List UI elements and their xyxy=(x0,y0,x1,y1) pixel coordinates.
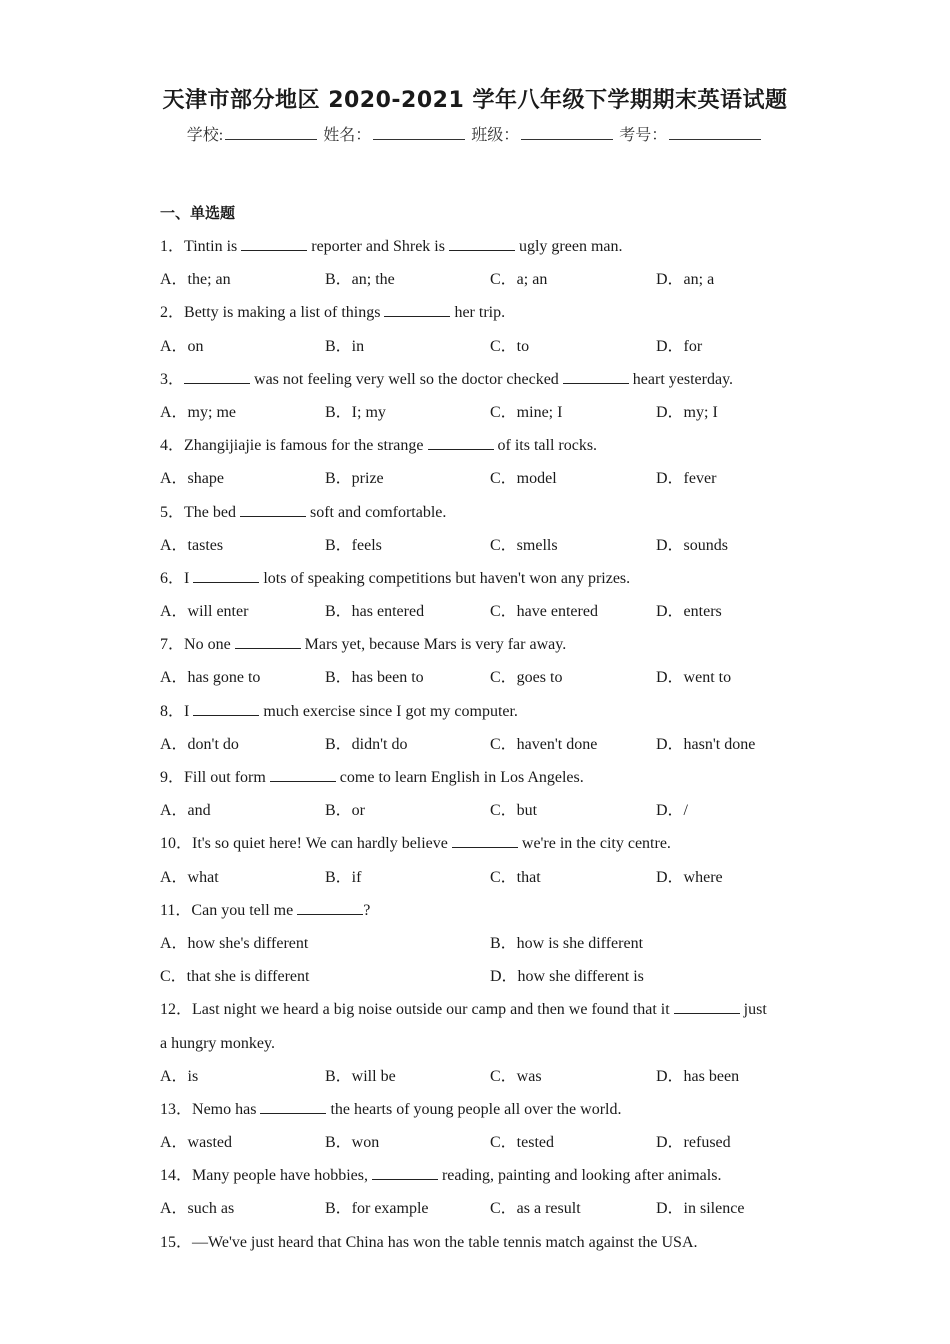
question-number: 6． xyxy=(160,569,185,587)
class-label: 班级： xyxy=(471,127,520,144)
answer-option[interactable]: A．shape xyxy=(160,470,224,488)
answer-option[interactable]: B．prize xyxy=(325,470,384,488)
option-row xyxy=(160,529,800,562)
question-text: come to learn English in Los Angeles. xyxy=(335,769,584,786)
answer-option[interactable]: D．in silence xyxy=(656,1200,745,1218)
question-stem xyxy=(160,993,800,1026)
answer-option[interactable]: A．tastes xyxy=(160,536,224,554)
answer-option[interactable]: A．such as xyxy=(160,1200,235,1218)
answer-blank[interactable] xyxy=(563,367,629,384)
question-number: 7． xyxy=(160,636,185,654)
question-number: 3． xyxy=(160,370,185,388)
answer-blank[interactable] xyxy=(372,1163,438,1180)
school-blank[interactable] xyxy=(225,125,317,140)
answer-option[interactable]: C．mine; I xyxy=(490,403,563,421)
answer-option[interactable]: A．is xyxy=(160,1067,199,1085)
answer-blank[interactable] xyxy=(240,500,306,517)
question-text: lots of speaking competitions but haven't won any prizes. xyxy=(259,569,631,587)
name-label: 姓名： xyxy=(323,127,372,144)
answer-option[interactable]: D．my; I xyxy=(656,403,718,421)
class-blank[interactable] xyxy=(521,125,613,140)
answer-option[interactable]: D．sounds xyxy=(656,536,729,554)
question-text: much exercise since I got my computer. xyxy=(259,702,518,720)
question-text: Mars yet, because Mars is very far away. xyxy=(300,636,567,654)
answer-option[interactable]: A．on xyxy=(160,337,204,355)
option-row xyxy=(160,794,800,827)
answer-option[interactable]: C．tested xyxy=(490,1134,554,1152)
answer-option[interactable]: C．that she is different xyxy=(160,968,310,986)
question-stem xyxy=(160,296,800,329)
answer-blank[interactable] xyxy=(297,898,363,915)
answer-option[interactable]: B．in xyxy=(325,337,365,355)
option-row xyxy=(160,595,800,628)
answer-blank[interactable] xyxy=(260,1097,326,1114)
question-continuation: a hungry monkey. xyxy=(160,1034,275,1052)
answer-option[interactable]: D．an; a xyxy=(656,271,715,289)
answer-option[interactable]: C．a; an xyxy=(490,271,548,289)
question-text: was not feeling very well so the doctor checked xyxy=(250,370,563,388)
answer-option[interactable]: C．haven't done xyxy=(490,735,598,753)
answer-option[interactable]: D．went to xyxy=(656,669,732,687)
answer-blank[interactable] xyxy=(241,234,307,251)
question-stem xyxy=(160,429,800,462)
question-number: 10． xyxy=(160,835,193,853)
question-stem xyxy=(160,1226,800,1259)
answer-option[interactable]: C．goes to xyxy=(490,669,563,687)
answer-blank[interactable] xyxy=(193,566,259,583)
question-text: her trip. xyxy=(450,304,506,322)
question-number: 8． xyxy=(160,702,185,720)
answer-blank[interactable] xyxy=(674,997,740,1014)
answer-option[interactable]: B．for example xyxy=(325,1200,429,1218)
question-list xyxy=(160,230,800,1259)
option-row xyxy=(160,1126,800,1159)
exam-title: 天津市部分地区 2020-2021 学年八年级下学期期末英语试题 xyxy=(162,88,788,113)
question-stem xyxy=(160,628,800,661)
answer-option[interactable]: C．but xyxy=(490,802,538,820)
answer-option[interactable]: C．have entered xyxy=(490,603,598,621)
question-text: Fill out form xyxy=(184,769,270,786)
question-text: —We've just heard that China has won the table tennis match against the USA. xyxy=(192,1233,698,1251)
answer-blank[interactable] xyxy=(184,367,250,384)
option-row xyxy=(160,330,800,363)
question-stem xyxy=(160,695,800,728)
option-row xyxy=(160,462,800,495)
answer-option[interactable]: B．if xyxy=(325,868,362,886)
answer-option[interactable]: B．won xyxy=(325,1134,380,1152)
answer-option[interactable]: B．has entered xyxy=(325,603,425,621)
answer-blank[interactable] xyxy=(449,234,515,251)
answer-option[interactable]: D．where xyxy=(656,868,723,886)
answer-option[interactable]: A．my; me xyxy=(160,403,236,421)
question-number: 4． xyxy=(160,437,185,455)
section-title: 一、单选题 xyxy=(160,204,236,222)
question-text: Betty is making a list of things xyxy=(184,304,385,322)
question-number: 2． xyxy=(160,304,185,322)
question-text: I xyxy=(184,569,194,587)
option-row xyxy=(160,861,800,894)
question-text: we're in the city centre. xyxy=(517,835,671,853)
question-text: heart yesterday. xyxy=(628,370,734,388)
option-row xyxy=(160,728,800,761)
answer-option[interactable]: D．enters xyxy=(656,603,722,621)
answer-option[interactable]: D．refused xyxy=(656,1134,731,1152)
answer-blank[interactable] xyxy=(270,765,336,782)
question-text: of its tall rocks. xyxy=(493,437,598,455)
question-text: No one xyxy=(184,636,235,654)
question-number: 1． xyxy=(160,238,185,255)
name-blank[interactable] xyxy=(373,125,465,140)
option-row xyxy=(160,661,800,694)
option-row xyxy=(160,960,800,993)
answer-option[interactable]: B．didn't do xyxy=(325,735,408,753)
question-stem xyxy=(160,562,800,595)
question-text: Last night we heard a big noise outside our camp and then we found that it xyxy=(192,1001,674,1019)
question-text: soft and comfortable. xyxy=(306,503,447,521)
answer-option[interactable]: B．or xyxy=(325,802,366,820)
question-text: Many people have hobbies, xyxy=(192,1167,372,1185)
option-row xyxy=(160,927,800,960)
answer-option[interactable]: A．don't do xyxy=(160,735,239,753)
question-text: I xyxy=(184,702,194,720)
answer-option[interactable]: C．that xyxy=(490,868,541,886)
option-row xyxy=(160,1192,800,1225)
answer-option[interactable]: A．has gone to xyxy=(160,669,261,687)
question-number: 13． xyxy=(160,1100,193,1118)
question-number: 11． xyxy=(160,901,192,919)
answer-blank[interactable] xyxy=(452,831,518,848)
answer-option[interactable]: A．what xyxy=(160,868,219,886)
answer-option[interactable]: B．feels xyxy=(325,536,382,554)
answer-blank[interactable] xyxy=(384,300,450,317)
answer-option[interactable]: B．I; my xyxy=(325,403,386,421)
question-number: 5． xyxy=(160,503,185,521)
question-text: Zhangijiajie is famous for the strange xyxy=(184,437,428,455)
question-text: reading, painting and looking after animals. xyxy=(437,1167,722,1185)
answer-option[interactable]: D．fever xyxy=(656,470,717,488)
question-stem xyxy=(160,496,800,529)
question-stem xyxy=(160,230,800,263)
answer-option[interactable]: C．as a result xyxy=(490,1200,581,1218)
option-row xyxy=(160,263,800,296)
answer-blank[interactable] xyxy=(428,433,494,450)
question-stem xyxy=(160,761,800,794)
answer-option[interactable]: B．has been to xyxy=(325,669,424,687)
exam-number-label: 考号： xyxy=(619,127,668,144)
question-stem xyxy=(160,894,800,927)
answer-option[interactable]: A．and xyxy=(160,802,211,820)
question-text: ? xyxy=(363,901,371,919)
student-info-line xyxy=(0,122,950,145)
question-stem xyxy=(160,1093,800,1126)
question-text: reporter and Shrek is xyxy=(307,238,449,255)
answer-option[interactable]: C．was xyxy=(490,1067,542,1085)
answer-option[interactable]: D．has been xyxy=(656,1067,740,1085)
answer-option[interactable]: C．to xyxy=(490,337,530,355)
answer-option[interactable]: B．will be xyxy=(325,1067,396,1085)
school-label: 学校: xyxy=(186,127,224,144)
question-stem xyxy=(160,363,800,396)
answer-option[interactable]: C．smells xyxy=(490,536,558,554)
question-text: Can you tell me xyxy=(191,901,298,919)
question-text: the hearts of young people all over the world. xyxy=(326,1100,622,1118)
answer-option[interactable]: A．the; an xyxy=(160,271,231,289)
answer-option[interactable]: A．will enter xyxy=(160,603,249,621)
question-text: just xyxy=(739,1001,767,1019)
question-text: ugly green man. xyxy=(514,238,623,255)
question-number: 9． xyxy=(160,769,185,786)
question-text: Tintin is xyxy=(184,238,242,255)
question-number: 15． xyxy=(160,1233,193,1251)
question-stem xyxy=(160,1159,800,1192)
answer-option[interactable]: D．how she different is xyxy=(490,968,644,986)
question-number: 12． xyxy=(160,1001,193,1019)
answer-option[interactable]: D．hasn't done xyxy=(656,735,756,753)
answer-option[interactable]: A．wasted xyxy=(160,1134,232,1152)
question-text: Nemo has xyxy=(192,1100,261,1118)
question-number: 14． xyxy=(160,1167,193,1185)
answer-option[interactable]: C．model xyxy=(490,470,557,488)
answer-option[interactable]: D．/ xyxy=(656,802,689,820)
option-row xyxy=(160,396,800,429)
question-text: It's so quiet here! We can hardly believe xyxy=(192,835,452,853)
question-stem xyxy=(160,827,800,860)
answer-blank[interactable] xyxy=(193,699,259,716)
option-row xyxy=(160,1060,800,1093)
answer-option[interactable]: B．how is she different xyxy=(490,934,644,952)
answer-option[interactable]: B．an; the xyxy=(325,271,395,289)
question-text: The bed xyxy=(184,503,240,521)
answer-option[interactable]: A．how she's different xyxy=(160,934,309,952)
answer-blank[interactable] xyxy=(235,632,301,649)
exam-number-blank[interactable] xyxy=(669,125,761,140)
answer-option[interactable]: D．for xyxy=(656,337,703,355)
